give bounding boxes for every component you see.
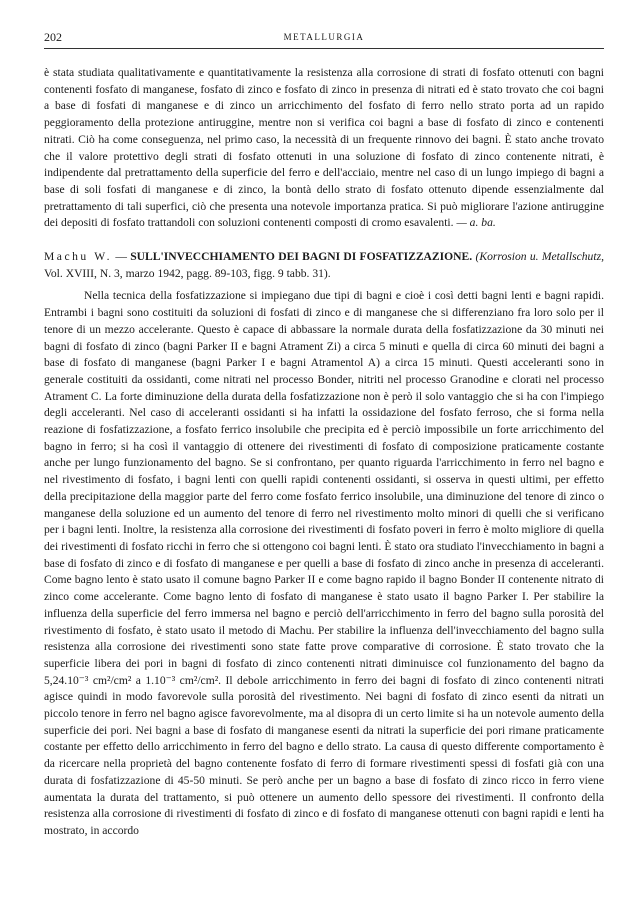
previous-abstract-paragraph bbox=[44, 65, 604, 232]
journal-title: METALLURGIA bbox=[283, 32, 365, 42]
article-body-paragraph: Nella tecnica della fosfatizzazione si impiegano due tipi di bagni e cioè i così detti bagni lenti e bagni rapidi. Entrambi i bagni sono costituiti da soluzioni di fosfati di zinco e di manganese che si differenziano fra loro solo per il tenore di un mezzo accelerante. Questo è capace di abbassare la normale durata della fosfatizzazione da 30 minuti nei bagni di fosfato di zinco (bagni Parker II e bagni Atrament Zi) a circa 5 minuti e quella di circa 60 minuti dei bagni a base di fosfato di manganese (bagni Parker I e bagni Atramentol A) a circa 15 minuti. Questi acceleranti sono in generale costituiti da ossidanti, come nitrati nel processo Bonder, nitriti nel processo Granodine e clorati nel processo Atrament C. La forte diminuzione della durata della fosfatizzazione non è però il solo vantaggio che si ha con l'impiego degli acceleranti. Nel caso di acceleranti ossidanti si ha infatti la ossidazione del fosfato ferroso, che si forma nella reazione di fosfatizzazione, a fosfato ferrico insolubile che precipita ed è perciò impossibile un forte arricchimento del bagno in ferro; si ha così il vantaggio di ottenere dei rivestimenti di fosfato di composizione praticamente costante anche per lungo funzionamento del bagno. Se si confrontano, per quanto riguarda l'arricchimento in ferro nel bagno e nel rivestimento di fosfato, i bagni lenti con quelli rapidi contenenti ossidanti, si osserva in questi ultimi, per effetto della precipitazione della maggior parte del ferro come fosfato ferrico insolubile, una diminuzione del tenore di zinco o manganese della soluzione ed un aumento del tenore di ferro nel rivestimento molto minori di quelli che si verificano per i bagni lenti. Inoltre, la resistenza alla corrosione dei rivestimenti di fosfato poveri in ferro è molto migliore di quella dei rivestimenti di fosfato ricchi in ferro che si ottengono coi bagni lenti. È stato ora studiato l'invecchiamento in bagni a base di fosfato di zinco e di fosfato di manganese e per quelli a base di fosfato di zinco anche in presenza di acceleranti. Come bagno lento è stato usato il comune bagno Parker II e come bagno rapido il bagno Bonder II contenente nitrato di zinco come accelerante. Come bagno lento di fosfato di manganese è stato usato il bagno Parker I. Per stabilire la influenza della superficie del ferro immersa nel bagno e perciò dell'arricchimento in ferro del bagno sulla porosità del rivestimento di fosfato, è stato usato il metodo di Machu. Per stabilire la influenza dell'invecchiamento del bagno sulla resistenza alla corrosione dei rivestimenti sono state fatte prove comparative di corrosione. È stato trovato che la superficie libera dei pori in bagni di fosfato di zinco contenenti nitrati diminuisce col funzionamento del bagno da 5,24.10⁻³ cm²/cm² a 1.10⁻³ cm²/cm². Il debole arricchimento in ferro dei bagni di fosfato di zinco contenenti nitrati agisce quindi in modo favorevole sulla porosità del rivestimento. Nei bagni di fosfato di zinco esenti da nitrati un piccolo tenore in ferro nel bagno agisce favorevolmente, ma al disopra di un certo limite si ha un notevole aumento della superficie dei pori. Nei bagni a base di fosfato di manganese esenti da nitrati la superficie dei pori rimane praticamente costante per effetto dello arricchimento in ferro del bagno e dello strato. La causa di questo differente comportamento è da ricercare nella proprietà del bagno contenente fosfato di ferro di formare rivestimenti spessi di fosfati già con una durata di fosfatizzazione di 45-50 minuti. Se però anche per un bagno a base di fosfato di zinco ricco in ferro viene aumentata la durata del trattamento, si può ottenere un aumento dello spessore dei rivestimenti. Il confronto della resistenza alla corrosione di rivestimenti di fosfato di zinco e di fosfato di manganese ottenuti con bagni rapidi e lenti ha mostrato, in accordo bbox=[44, 289, 604, 837]
page-number: 202 bbox=[44, 30, 62, 44]
article-title: SULL'INVECCHIAMENTO DEI BAGNI DI FOSFATIZZAZIONE. bbox=[130, 250, 473, 264]
heading-dash: — bbox=[112, 250, 131, 264]
article-author: Machu W. bbox=[44, 250, 113, 264]
abstract-signature: — a. ba. bbox=[456, 216, 496, 230]
citation-journal: (Korrosion u. Metallschutz, bbox=[475, 250, 604, 264]
article-heading bbox=[44, 249, 604, 282]
previous-abstract-text: è stata studiata qualitativamente e quantitativamente la resistenza alla corrosione di strati di fosfato ottenuti con bagni contenenti fosfato di manganese, fosfato di zinco e fosfato di zinco in presenza di nitrati ed è stato trovato che coi bagni a base di fosfati di manganese e di zinco un arricchimento del fosfato di ferro nello strato porta ad un rapido peggioramento della protezione antiruggine, mentre non si verifica coi bagni a base di fosfato di zinco e contenenti nitrati. Ciò ha come conseguenza, nel primo caso, la necessità di un frequente rinnovo dei bagni. È stato anche trovato che il valore protettivo degli strati di fosfato ottenuti in una soluzione di fosfato di zinco contenente nitrati, è indipendente dal pretrattamento della superficie del ferro e dell'acciaio, mentre nel caso di un lungo impiego di bagni a base di soli fosfati di manganese e di zinco, la bontà dello strato di fosfato ottenuto dipende essenzialmente dal pretrattamento di tali superfici, ciò che presenta una notevole importanza pratica. Si può migliorare l'azione antiruggine dei depositi di fosfato trattandoli con soluzioni contenenti composti di cromo esavalenti. bbox=[44, 66, 604, 230]
running-header bbox=[44, 28, 604, 49]
document-page bbox=[44, 28, 604, 840]
citation-details: Vol. XVIII, N. 3, marzo 1942, pagg. 89-103, figg. 9 tabb. 31). bbox=[44, 266, 331, 280]
